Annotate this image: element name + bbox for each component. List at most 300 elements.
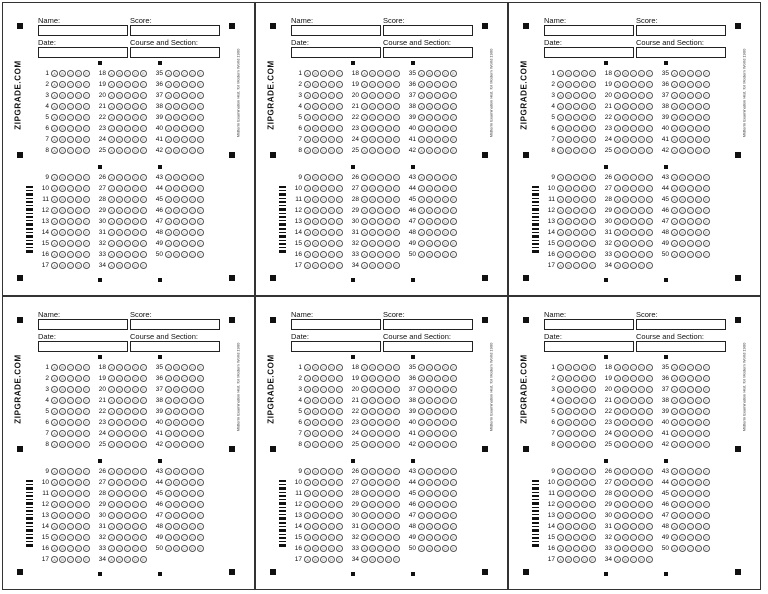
answer-bubble[interactable]: E xyxy=(450,501,457,508)
answer-bubble[interactable]: D xyxy=(75,468,82,475)
answer-bubble[interactable]: D xyxy=(189,523,196,530)
answer-bubble[interactable]: C xyxy=(630,174,637,181)
answer-bubble[interactable]: A xyxy=(361,512,368,519)
answer-bubble[interactable]: B xyxy=(173,207,180,214)
answer-bubble[interactable]: D xyxy=(328,556,335,563)
answer-bubble[interactable]: A xyxy=(671,419,678,426)
answer-bubble[interactable]: E xyxy=(140,408,147,415)
answer-bubble[interactable]: D xyxy=(695,545,702,552)
answer-bubble[interactable]: B xyxy=(426,229,433,236)
answer-bubble[interactable]: B xyxy=(369,468,376,475)
answer-bubble[interactable]: D xyxy=(189,251,196,258)
answer-bubble[interactable]: C xyxy=(687,490,694,497)
answer-bubble[interactable]: E xyxy=(393,207,400,214)
answer-bubble[interactable]: B xyxy=(369,103,376,110)
answer-bubble[interactable]: B xyxy=(369,185,376,192)
answer-bubble[interactable]: A xyxy=(304,103,311,110)
answer-bubble[interactable]: A xyxy=(557,408,564,415)
answer-bubble[interactable]: B xyxy=(565,545,572,552)
answer-bubble[interactable]: D xyxy=(328,251,335,258)
answer-bubble[interactable]: D xyxy=(132,545,139,552)
answer-bubble[interactable]: C xyxy=(434,386,441,393)
answer-bubble[interactable]: B xyxy=(59,251,66,258)
answer-bubble[interactable]: D xyxy=(695,229,702,236)
answer-bubble[interactable]: A xyxy=(108,479,115,486)
answer-bubble[interactable]: E xyxy=(450,92,457,99)
answer-bubble[interactable]: C xyxy=(573,103,580,110)
answer-bubble[interactable]: C xyxy=(377,441,384,448)
answer-bubble[interactable]: E xyxy=(83,218,90,225)
answer-bubble[interactable]: D xyxy=(442,251,449,258)
answer-bubble[interactable]: C xyxy=(630,468,637,475)
answer-bubble[interactable]: A xyxy=(304,501,311,508)
answer-bubble[interactable]: B xyxy=(173,501,180,508)
answer-bubble[interactable]: D xyxy=(189,218,196,225)
answer-bubble[interactable]: D xyxy=(385,523,392,530)
answer-bubble[interactable]: E xyxy=(450,103,457,110)
answer-bubble[interactable]: C xyxy=(377,468,384,475)
answer-bubble[interactable]: E xyxy=(197,196,204,203)
answer-bubble[interactable]: E xyxy=(646,408,653,415)
answer-bubble[interactable]: C xyxy=(573,185,580,192)
answer-bubble[interactable]: B xyxy=(426,441,433,448)
answer-bubble[interactable]: B xyxy=(679,375,686,382)
answer-bubble[interactable]: C xyxy=(377,92,384,99)
answer-bubble[interactable]: B xyxy=(312,218,319,225)
answer-bubble[interactable]: C xyxy=(630,501,637,508)
answer-bubble[interactable]: E xyxy=(393,147,400,154)
answer-bubble[interactable]: A xyxy=(671,430,678,437)
answer-bubble[interactable]: D xyxy=(75,441,82,448)
answer-bubble[interactable]: E xyxy=(83,240,90,247)
answer-bubble[interactable]: A xyxy=(418,397,425,404)
answer-bubble[interactable]: C xyxy=(67,174,74,181)
answer-bubble[interactable]: E xyxy=(589,251,596,258)
answer-bubble[interactable]: C xyxy=(320,196,327,203)
answer-bubble[interactable]: A xyxy=(304,229,311,236)
answer-bubble[interactable]: C xyxy=(687,218,694,225)
answer-bubble[interactable]: C xyxy=(434,512,441,519)
answer-bubble[interactable]: E xyxy=(703,251,710,258)
answer-bubble[interactable]: C xyxy=(320,386,327,393)
answer-bubble[interactable]: B xyxy=(622,136,629,143)
answer-bubble[interactable]: A xyxy=(614,408,621,415)
answer-bubble[interactable]: D xyxy=(385,408,392,415)
answer-bubble[interactable]: A xyxy=(671,251,678,258)
answer-bubble[interactable]: C xyxy=(67,240,74,247)
answer-bubble[interactable]: A xyxy=(165,523,172,530)
answer-bubble[interactable]: B xyxy=(679,419,686,426)
answer-bubble[interactable]: C xyxy=(124,240,131,247)
answer-bubble[interactable]: A xyxy=(361,185,368,192)
answer-bubble[interactable]: B xyxy=(426,207,433,214)
answer-bubble[interactable]: A xyxy=(671,81,678,88)
answer-bubble[interactable]: B xyxy=(679,251,686,258)
answer-bubble[interactable]: C xyxy=(124,501,131,508)
answer-bubble[interactable]: D xyxy=(638,512,645,519)
answer-bubble[interactable]: D xyxy=(581,490,588,497)
answer-bubble[interactable]: A xyxy=(557,419,564,426)
answer-bubble[interactable]: E xyxy=(83,479,90,486)
answer-bubble[interactable]: C xyxy=(377,81,384,88)
answer-bubble[interactable]: E xyxy=(589,397,596,404)
answer-bubble[interactable]: E xyxy=(140,81,147,88)
answer-bubble[interactable]: A xyxy=(304,430,311,437)
answer-bubble[interactable]: D xyxy=(442,375,449,382)
answer-bubble[interactable]: C xyxy=(320,240,327,247)
answer-bubble[interactable]: A xyxy=(671,136,678,143)
answer-bubble[interactable]: B xyxy=(622,114,629,121)
answer-bubble[interactable]: E xyxy=(450,218,457,225)
answer-bubble[interactable]: C xyxy=(630,408,637,415)
answer-bubble[interactable]: B xyxy=(116,512,123,519)
answer-bubble[interactable]: B xyxy=(312,479,319,486)
answer-bubble[interactable]: A xyxy=(304,364,311,371)
answer-bubble[interactable]: A xyxy=(418,512,425,519)
answer-bubble[interactable]: D xyxy=(328,136,335,143)
answer-bubble[interactable]: D xyxy=(385,501,392,508)
answer-bubble[interactable]: C xyxy=(181,408,188,415)
answer-bubble[interactable]: D xyxy=(328,468,335,475)
answer-bubble[interactable]: C xyxy=(320,229,327,236)
answer-bubble[interactable]: D xyxy=(385,534,392,541)
answer-bubble[interactable]: C xyxy=(687,92,694,99)
answer-bubble[interactable]: D xyxy=(75,240,82,247)
answer-bubble[interactable]: C xyxy=(630,70,637,77)
answer-bubble[interactable]: C xyxy=(630,419,637,426)
answer-bubble[interactable]: D xyxy=(189,490,196,497)
answer-bubble[interactable]: C xyxy=(573,92,580,99)
answer-bubble[interactable]: B xyxy=(59,375,66,382)
answer-bubble[interactable]: D xyxy=(75,174,82,181)
answer-bubble[interactable]: D xyxy=(442,185,449,192)
answer-bubble[interactable]: B xyxy=(622,174,629,181)
answer-bubble[interactable]: B xyxy=(59,262,66,269)
answer-bubble[interactable]: C xyxy=(181,468,188,475)
answer-bubble[interactable]: D xyxy=(442,174,449,181)
answer-bubble[interactable]: B xyxy=(312,523,319,530)
answer-bubble[interactable]: C xyxy=(434,490,441,497)
answer-bubble[interactable]: E xyxy=(393,229,400,236)
answer-bubble[interactable]: D xyxy=(132,364,139,371)
answer-bubble[interactable]: A xyxy=(418,468,425,475)
answer-bubble[interactable]: E xyxy=(589,92,596,99)
answer-bubble[interactable]: A xyxy=(418,185,425,192)
answer-bubble[interactable]: C xyxy=(630,490,637,497)
answer-bubble[interactable]: E xyxy=(197,375,204,382)
answer-bubble[interactable]: A xyxy=(165,218,172,225)
score-field[interactable] xyxy=(383,25,473,36)
answer-bubble[interactable]: C xyxy=(124,218,131,225)
answer-bubble[interactable]: E xyxy=(450,479,457,486)
answer-bubble[interactable]: A xyxy=(165,207,172,214)
answer-bubble[interactable]: D xyxy=(132,196,139,203)
answer-bubble[interactable]: A xyxy=(557,92,564,99)
answer-bubble[interactable]: E xyxy=(450,207,457,214)
answer-bubble[interactable]: C xyxy=(573,375,580,382)
answer-bubble[interactable]: E xyxy=(197,185,204,192)
answer-bubble[interactable]: A xyxy=(108,419,115,426)
answer-bubble[interactable]: E xyxy=(589,240,596,247)
answer-bubble[interactable]: B xyxy=(59,218,66,225)
answer-bubble[interactable]: C xyxy=(67,70,74,77)
answer-bubble[interactable]: D xyxy=(581,501,588,508)
answer-bubble[interactable]: E xyxy=(589,545,596,552)
answer-bubble[interactable]: A xyxy=(614,468,621,475)
answer-bubble[interactable]: D xyxy=(695,468,702,475)
answer-bubble[interactable]: E xyxy=(140,441,147,448)
answer-bubble[interactable]: B xyxy=(312,512,319,519)
answer-bubble[interactable]: D xyxy=(442,501,449,508)
answer-bubble[interactable]: A xyxy=(671,490,678,497)
answer-bubble[interactable]: A xyxy=(51,196,58,203)
answer-bubble[interactable]: A xyxy=(361,523,368,530)
answer-bubble[interactable]: E xyxy=(393,114,400,121)
answer-bubble[interactable]: E xyxy=(140,103,147,110)
answer-bubble[interactable]: B xyxy=(173,81,180,88)
answer-bubble[interactable]: D xyxy=(695,479,702,486)
answer-bubble[interactable]: A xyxy=(108,147,115,154)
answer-bubble[interactable]: E xyxy=(646,386,653,393)
answer-bubble[interactable]: A xyxy=(51,262,58,269)
answer-bubble[interactable]: C xyxy=(630,185,637,192)
answer-bubble[interactable]: A xyxy=(361,240,368,247)
answer-bubble[interactable]: A xyxy=(614,81,621,88)
answer-bubble[interactable]: B xyxy=(679,490,686,497)
answer-bubble[interactable]: E xyxy=(589,364,596,371)
date-field[interactable] xyxy=(291,341,381,352)
answer-bubble[interactable]: C xyxy=(181,523,188,530)
answer-bubble[interactable]: B xyxy=(59,512,66,519)
answer-bubble[interactable]: B xyxy=(679,386,686,393)
answer-bubble[interactable]: B xyxy=(312,92,319,99)
answer-bubble[interactable]: E xyxy=(140,207,147,214)
answer-bubble[interactable]: E xyxy=(140,545,147,552)
answer-bubble[interactable]: B xyxy=(622,534,629,541)
answer-bubble[interactable]: C xyxy=(124,386,131,393)
answer-bubble[interactable]: D xyxy=(189,397,196,404)
answer-bubble[interactable]: C xyxy=(124,419,131,426)
answer-bubble[interactable]: E xyxy=(450,468,457,475)
answer-bubble[interactable]: D xyxy=(189,386,196,393)
answer-bubble[interactable]: E xyxy=(140,364,147,371)
answer-bubble[interactable]: D xyxy=(638,419,645,426)
answer-bubble[interactable]: D xyxy=(132,534,139,541)
answer-bubble[interactable]: A xyxy=(304,251,311,258)
answer-bubble[interactable]: B xyxy=(426,534,433,541)
answer-bubble[interactable]: B xyxy=(116,523,123,530)
answer-bubble[interactable]: D xyxy=(189,375,196,382)
answer-bubble[interactable]: C xyxy=(67,218,74,225)
answer-bubble[interactable]: D xyxy=(581,136,588,143)
answer-bubble[interactable]: D xyxy=(189,479,196,486)
answer-bubble[interactable]: C xyxy=(687,441,694,448)
answer-bubble[interactable]: B xyxy=(565,136,572,143)
answer-bubble[interactable]: C xyxy=(181,147,188,154)
answer-bubble[interactable]: D xyxy=(75,534,82,541)
answer-bubble[interactable]: B xyxy=(565,501,572,508)
answer-bubble[interactable]: D xyxy=(75,479,82,486)
answer-bubble[interactable]: D xyxy=(442,103,449,110)
answer-bubble[interactable]: E xyxy=(140,375,147,382)
answer-bubble[interactable]: A xyxy=(108,114,115,121)
answer-bubble[interactable]: B xyxy=(369,240,376,247)
answer-bubble[interactable]: A xyxy=(418,196,425,203)
answer-bubble[interactable]: E xyxy=(197,397,204,404)
answer-bubble[interactable]: D xyxy=(695,240,702,247)
answer-bubble[interactable]: C xyxy=(687,419,694,426)
answer-bubble[interactable]: D xyxy=(442,240,449,247)
name-field[interactable] xyxy=(38,25,128,36)
answer-bubble[interactable]: C xyxy=(630,262,637,269)
answer-bubble[interactable]: D xyxy=(442,364,449,371)
answer-bubble[interactable]: D xyxy=(75,556,82,563)
answer-bubble[interactable]: A xyxy=(51,251,58,258)
answer-bubble[interactable]: B xyxy=(312,534,319,541)
answer-bubble[interactable]: A xyxy=(304,479,311,486)
answer-bubble[interactable]: A xyxy=(108,174,115,181)
answer-bubble[interactable]: A xyxy=(108,545,115,552)
answer-bubble[interactable]: E xyxy=(450,114,457,121)
answer-bubble[interactable]: A xyxy=(51,207,58,214)
answer-bubble[interactable]: E xyxy=(703,174,710,181)
answer-bubble[interactable]: B xyxy=(622,556,629,563)
answer-bubble[interactable]: A xyxy=(671,468,678,475)
answer-bubble[interactable]: C xyxy=(181,501,188,508)
answer-bubble[interactable]: C xyxy=(67,207,74,214)
answer-bubble[interactable]: D xyxy=(328,523,335,530)
answer-bubble[interactable]: B xyxy=(116,251,123,258)
answer-bubble[interactable]: E xyxy=(197,534,204,541)
answer-bubble[interactable]: A xyxy=(304,81,311,88)
answer-bubble[interactable]: C xyxy=(181,545,188,552)
answer-bubble[interactable]: A xyxy=(165,386,172,393)
answer-bubble[interactable]: A xyxy=(614,364,621,371)
answer-bubble[interactable]: D xyxy=(695,408,702,415)
answer-bubble[interactable]: D xyxy=(442,92,449,99)
answer-bubble[interactable]: A xyxy=(361,136,368,143)
answer-bubble[interactable]: E xyxy=(589,419,596,426)
answer-bubble[interactable]: B xyxy=(312,419,319,426)
answer-bubble[interactable]: C xyxy=(320,218,327,225)
answer-bubble[interactable]: E xyxy=(83,262,90,269)
answer-bubble[interactable]: A xyxy=(361,174,368,181)
answer-bubble[interactable]: B xyxy=(173,136,180,143)
answer-bubble[interactable]: C xyxy=(434,92,441,99)
answer-bubble[interactable]: B xyxy=(622,386,629,393)
answer-bubble[interactable]: C xyxy=(320,545,327,552)
answer-bubble[interactable]: A xyxy=(51,114,58,121)
answer-bubble[interactable]: B xyxy=(59,92,66,99)
answer-bubble[interactable]: A xyxy=(361,103,368,110)
answer-bubble[interactable]: E xyxy=(703,185,710,192)
answer-bubble[interactable]: D xyxy=(75,262,82,269)
answer-bubble[interactable]: E xyxy=(450,545,457,552)
answer-bubble[interactable]: C xyxy=(573,386,580,393)
answer-bubble[interactable]: D xyxy=(581,386,588,393)
answer-bubble[interactable]: B xyxy=(59,408,66,415)
answer-bubble[interactable]: A xyxy=(361,430,368,437)
answer-bubble[interactable]: D xyxy=(638,441,645,448)
answer-bubble[interactable]: A xyxy=(304,556,311,563)
answer-bubble[interactable]: B xyxy=(369,174,376,181)
answer-bubble[interactable]: C xyxy=(67,147,74,154)
answer-bubble[interactable]: A xyxy=(304,114,311,121)
answer-bubble[interactable]: C xyxy=(434,251,441,258)
answer-bubble[interactable]: C xyxy=(377,364,384,371)
answer-bubble[interactable]: E xyxy=(646,174,653,181)
answer-bubble[interactable]: E xyxy=(393,479,400,486)
answer-bubble[interactable]: B xyxy=(565,441,572,448)
answer-bubble[interactable]: C xyxy=(67,185,74,192)
answer-bubble[interactable]: B xyxy=(59,386,66,393)
answer-bubble[interactable]: D xyxy=(442,125,449,132)
answer-bubble[interactable]: C xyxy=(687,501,694,508)
answer-bubble[interactable]: D xyxy=(75,136,82,143)
answer-bubble[interactable]: B xyxy=(622,207,629,214)
answer-bubble[interactable]: A xyxy=(165,81,172,88)
answer-bubble[interactable]: D xyxy=(189,408,196,415)
answer-bubble[interactable]: C xyxy=(67,81,74,88)
answer-bubble[interactable]: E xyxy=(450,251,457,258)
answer-bubble[interactable]: C xyxy=(124,185,131,192)
answer-bubble[interactable]: E xyxy=(140,196,147,203)
answer-bubble[interactable]: B xyxy=(59,430,66,437)
answer-bubble[interactable]: B xyxy=(679,114,686,121)
answer-bubble[interactable]: D xyxy=(328,262,335,269)
answer-bubble[interactable]: C xyxy=(630,523,637,530)
answer-bubble[interactable]: E xyxy=(83,468,90,475)
answer-bubble[interactable]: E xyxy=(703,70,710,77)
answer-bubble[interactable]: B xyxy=(59,397,66,404)
answer-bubble[interactable]: B xyxy=(59,70,66,77)
answer-bubble[interactable]: E xyxy=(646,114,653,121)
answer-bubble[interactable]: E xyxy=(450,70,457,77)
answer-bubble[interactable]: C xyxy=(67,92,74,99)
answer-bubble[interactable]: D xyxy=(132,501,139,508)
answer-bubble[interactable]: A xyxy=(418,534,425,541)
answer-bubble[interactable]: C xyxy=(320,468,327,475)
answer-bubble[interactable]: B xyxy=(116,103,123,110)
answer-bubble[interactable]: D xyxy=(189,441,196,448)
answer-bubble[interactable]: A xyxy=(361,125,368,132)
answer-bubble[interactable]: B xyxy=(173,364,180,371)
answer-bubble[interactable]: B xyxy=(59,103,66,110)
answer-bubble[interactable]: C xyxy=(377,70,384,77)
answer-bubble[interactable]: C xyxy=(181,512,188,519)
answer-bubble[interactable]: B xyxy=(565,147,572,154)
answer-bubble[interactable]: E xyxy=(83,174,90,181)
answer-bubble[interactable]: B xyxy=(369,251,376,258)
answer-bubble[interactable]: E xyxy=(393,512,400,519)
answer-bubble[interactable]: B xyxy=(59,419,66,426)
answer-bubble[interactable]: C xyxy=(573,408,580,415)
answer-bubble[interactable]: C xyxy=(687,386,694,393)
answer-bubble[interactable]: C xyxy=(630,207,637,214)
answer-bubble[interactable]: E xyxy=(336,114,343,121)
answer-bubble[interactable]: B xyxy=(622,441,629,448)
answer-bubble[interactable]: E xyxy=(703,468,710,475)
answer-bubble[interactable]: C xyxy=(67,136,74,143)
answer-bubble[interactable]: E xyxy=(589,375,596,382)
answer-bubble[interactable]: B xyxy=(679,136,686,143)
answer-bubble[interactable]: D xyxy=(189,545,196,552)
answer-bubble[interactable]: A xyxy=(671,70,678,77)
answer-bubble[interactable]: D xyxy=(581,81,588,88)
answer-bubble[interactable]: D xyxy=(328,386,335,393)
answer-bubble[interactable]: E xyxy=(140,501,147,508)
answer-bubble[interactable]: C xyxy=(320,408,327,415)
